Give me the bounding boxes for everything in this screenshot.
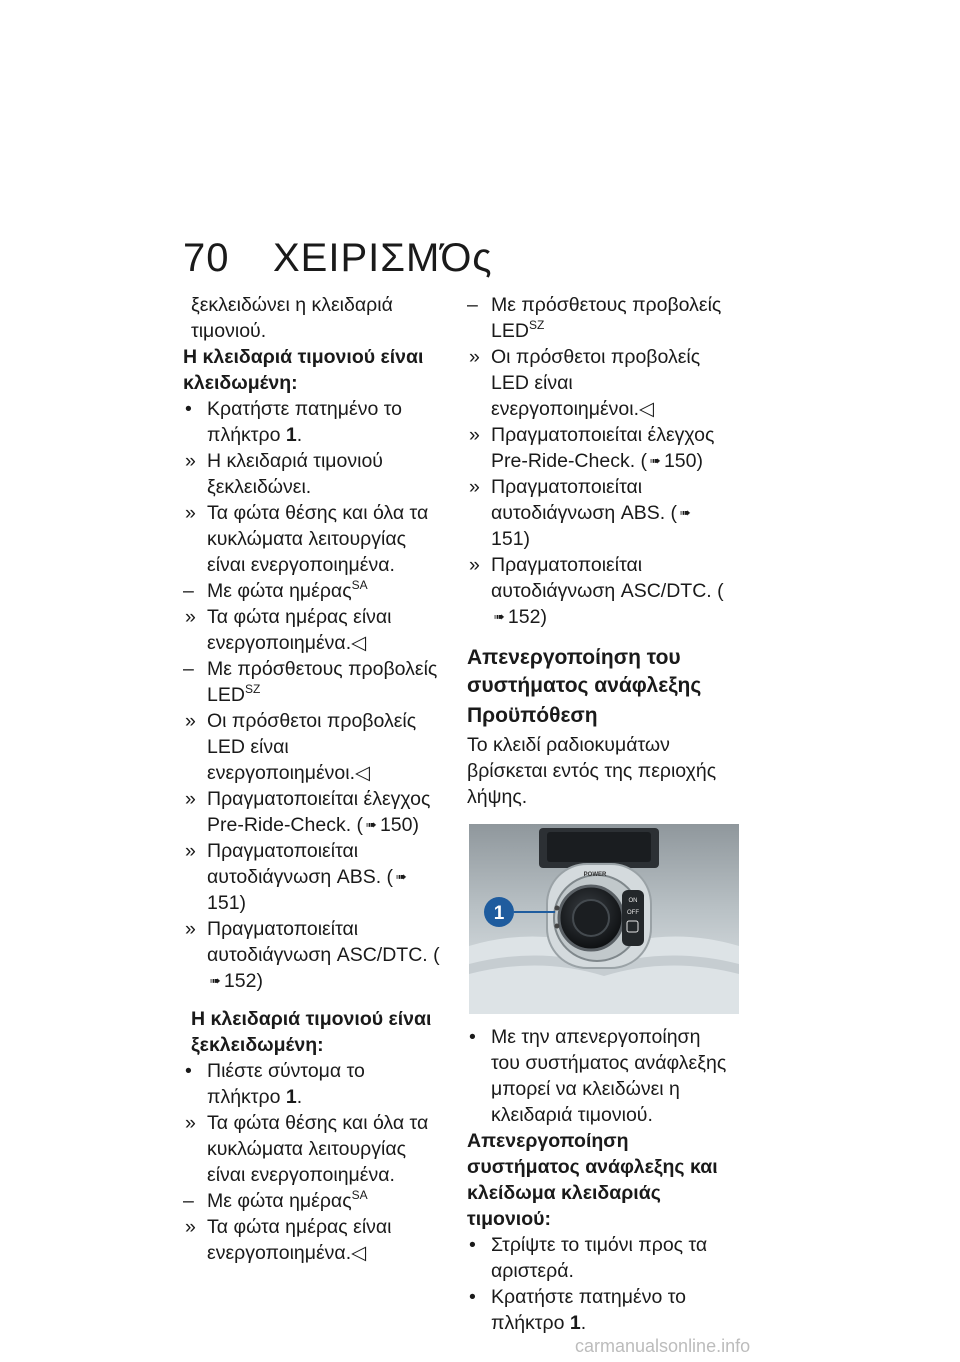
dash-marker: –	[183, 1190, 194, 1212]
option-item: – Με φώτα ημέρας$^{SA}$	[183, 578, 368, 602]
page-title: ΧΕΙΡΙΣΜΌς	[273, 236, 493, 280]
power-label: POWER	[583, 872, 607, 878]
result-item: » Πραγματοποιείται αυτοδιάγνωση ABS. ( ➠151)	[469, 476, 691, 550]
bullet-marker: •	[469, 1234, 476, 1256]
heading-unlocked: Η κλειδαριά τιμονιού είναι ξεκλειδωμένη:	[191, 1008, 432, 1056]
on-label: ON	[628, 898, 638, 904]
page-ref-arrow-icon: ➠	[494, 609, 505, 624]
result-item: » Πραγματοποιείται αυτοδιάγνωση ASC/DTC. (➠ 152)	[185, 918, 440, 992]
result-marker: »	[185, 840, 196, 862]
intro-text: ξεκλειδώνει η κλειδαριά τιμονιού.	[191, 294, 393, 342]
result-marker: »	[185, 502, 196, 524]
bullet-marker: •	[185, 398, 192, 420]
heading-lock-steering: Απενεργοποίηση συστήματος ανάφλεξης και κλείδωμα κλειδαριάς τιμονιού:	[467, 1130, 718, 1230]
result-marker: »	[185, 1216, 196, 1238]
page-header	[183, 236, 493, 281]
page-ref-arrow-icon: ➠	[680, 505, 691, 520]
result-item: » Πραγματοποιείται έλεγχος Pre-Ride-Check. ( ➠ 150)	[469, 424, 715, 472]
result-marker: »	[469, 346, 480, 368]
page-ref[interactable]: 150)	[663, 450, 703, 472]
instruction-item: • Κρατήστε πατημένο το πλήκτρο 1.	[185, 398, 402, 446]
bullet-marker: •	[469, 1026, 476, 1048]
watermark-footer: carmanualsonline.info	[575, 1336, 751, 1356]
dash-marker: –	[183, 658, 194, 680]
result-marker: »	[185, 606, 196, 628]
left-column	[183, 292, 443, 1266]
page-ref[interactable]: 151)	[491, 528, 531, 550]
page-ref-arrow-icon: ➠	[650, 453, 661, 468]
page-number: 70	[183, 236, 230, 280]
result-item: » Τα φώτα θέσης και όλα τα κυκλώματα λειτουργίας είναι ενεργοποιημένα.	[185, 502, 429, 576]
bullet-marker: •	[469, 1286, 476, 1308]
result-marker: »	[185, 710, 196, 732]
right-column	[467, 292, 727, 1336]
page-ref[interactable]: 151)	[207, 892, 247, 914]
callout-number: 1	[493, 903, 505, 924]
result-item: » Οι πρόσθετοι προβολείς LED είναι ενεργοποιημένοι.◁	[469, 346, 701, 420]
instruction-item: • Πιέστε σύντομα το πλήκτρο 1.	[185, 1060, 365, 1108]
result-marker: »	[185, 918, 196, 940]
bullet-marker: •	[185, 1060, 192, 1082]
heading-locked: Η κλειδαριά τιμονιού είναι κλειδωμένη:	[183, 346, 424, 394]
ignition-button-photo	[469, 824, 739, 1014]
option-item: – Με πρόσθετους προβολείς $LED^{SZ}$	[467, 294, 722, 342]
ignition-button-illustration	[469, 824, 739, 1014]
page-ref-arrow-icon: ➠	[396, 869, 407, 884]
result-item: » Πραγματοποιείται αυτοδιάγνωση ABS. ( ➠151)	[185, 840, 407, 914]
section-heading-ignition-off: Απενεργοποίηση του συστήματος ανάφλεξης	[467, 646, 702, 697]
page-ref-arrow-icon: ➠	[366, 817, 377, 832]
result-marker: »	[185, 1112, 196, 1134]
instruction-item: • Κρατήστε πατημένο το πλήκτρο 1.	[469, 1286, 686, 1334]
section-heading-precondition: Προϋπόθεση	[467, 704, 598, 727]
instruction-item: • Στρίψτε το τιμόνι προς τα αριστερά.	[469, 1234, 708, 1282]
result-marker: »	[469, 424, 480, 446]
result-item: » Τα φώτα ημέρας είναι ενεργοποιημένα.◁	[185, 606, 392, 654]
result-item: » Οι πρόσθετοι προβολείς LED είναι ενεργοποιημένοι.◁	[185, 710, 417, 784]
off-label: OFF	[627, 910, 639, 916]
page-ref[interactable]: 152)	[223, 970, 263, 992]
result-marker: »	[185, 450, 196, 472]
option-item: – Με πρόσθετους προβολείς $LED^{SZ}$	[183, 658, 438, 706]
result-item: » Τα φώτα θέσης και όλα τα κυκλώματα λειτουργίας είναι ενεργοποιημένα.	[185, 1112, 429, 1186]
result-marker: »	[469, 476, 480, 498]
page-ref[interactable]: 150)	[379, 814, 419, 836]
result-item: » Πραγματοποιείται έλεγχος Pre-Ride-Check. ( ➠ 150)	[185, 788, 431, 836]
option-item: – Με φώτα ημέρας$^{SA}$	[183, 1188, 368, 1212]
dash-marker: –	[183, 580, 194, 602]
result-marker: »	[185, 788, 196, 810]
page-ref[interactable]: 152)	[507, 606, 547, 628]
note-item: • Με την απενεργοποίηση του συστήματος ανάφλεξης μπορεί να κλειδώνει η κλειδαριά τιμονιού.	[469, 1026, 727, 1126]
result-item: » Η κλειδαριά τιμονιού ξεκλειδώνει.	[185, 450, 383, 498]
result-marker: »	[469, 554, 480, 576]
result-item: » Πραγματοποιείται αυτοδιάγνωση ASC/DTC. (➠ 152)	[469, 554, 724, 628]
precondition-text: Το κλειδί ραδιοκυμάτων βρίσκεται εντός της περιοχής λήψης.	[467, 734, 717, 808]
dash-marker: –	[467, 294, 478, 316]
result-item: » Τα φώτα ημέρας είναι ενεργοποιημένα.◁	[185, 1216, 392, 1264]
page-ref-arrow-icon: ➠	[210, 973, 221, 988]
